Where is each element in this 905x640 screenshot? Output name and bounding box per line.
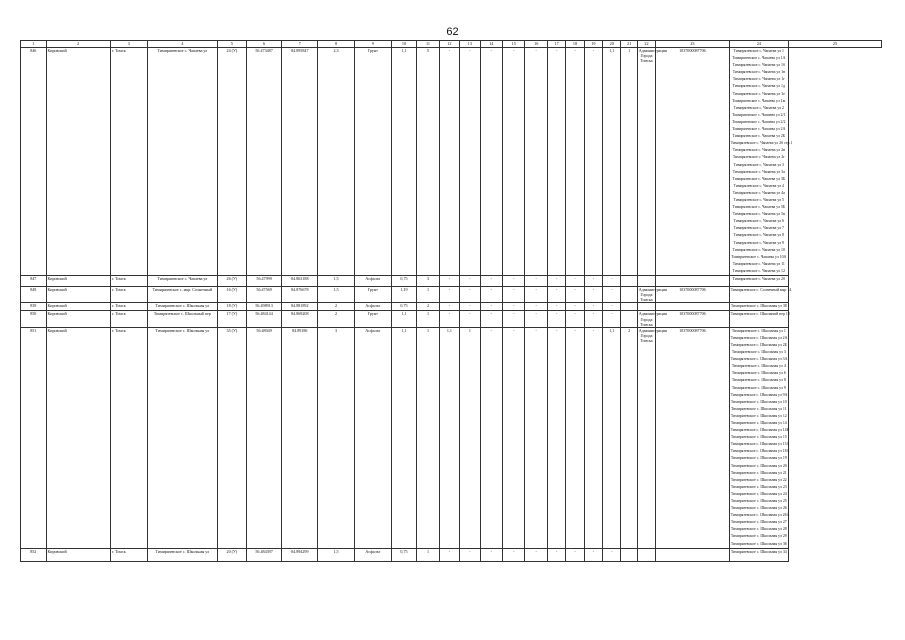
waste-source-item: Тимирязевское с. Чапаева ул 5 [733, 197, 784, 202]
value-cell: - [439, 548, 459, 561]
value-cell: - [480, 327, 502, 548]
waste-source-item: Тимирязевское с. Школьная ул 23 [730, 484, 787, 489]
waste-source-cell [729, 48, 793, 276]
column-header: 5 [218, 41, 247, 48]
value-cell: - [460, 311, 480, 327]
column-header: 21 [621, 41, 637, 48]
area-cell: 1,5 [318, 548, 355, 561]
waste-source-item: Тимирязевское с. Чапаева ул 1е [732, 91, 785, 96]
longitude-cell: 84.863188 [282, 276, 318, 287]
waste-source-item: Тимирязевское с. Школьная ул 10 [730, 399, 787, 404]
container-count-cell: 1 [417, 548, 439, 561]
container-volume-cell: 0,75 [391, 303, 417, 311]
value-cell [621, 548, 637, 561]
latitude-cell: 56.484397 [246, 548, 282, 561]
surface-cell: Грунт [354, 311, 391, 327]
waste-source-cell [729, 303, 788, 311]
waste-source-item: Тимирязевское с. Чапаева ул 3а [732, 169, 785, 174]
district-cell: Кировский [46, 48, 110, 276]
waste-source-item: Тимирязевское с. Чапаева ул 2г [732, 155, 785, 160]
city-cell: г. Томск [110, 303, 147, 311]
value-cell: - [503, 327, 525, 548]
waste-source-item: Тимирязевское с. Чапаева ул 7 [733, 226, 784, 231]
value-cell: - [603, 303, 621, 311]
row-id-cell: 847 [21, 276, 47, 287]
waste-source-item: Тимирязевское с. Школьная ул 34 [730, 549, 787, 554]
waste-source-item: Тимирязевское с. Школьная ул 1 [731, 328, 786, 333]
area-cell: 1,5 [318, 287, 355, 303]
column-header: 3 [110, 41, 147, 48]
site-code-cell: 17 (У) [218, 311, 247, 327]
waste-source-item: Тимирязевское с. Чапаева ул 12 [732, 268, 785, 273]
value-cell: - [480, 287, 502, 303]
value-cell: - [566, 303, 584, 311]
waste-source-item: Тимирязевское с. Чапаева ул 1А [732, 56, 786, 61]
column-header: 7 [282, 41, 318, 48]
waste-source-item: Тимирязевское с. Чапаева ул 2/2 [732, 119, 786, 124]
value-cell: - [480, 548, 502, 561]
value-cell: 1,1 [603, 48, 621, 276]
column-header: 22 [637, 41, 655, 48]
area-cell: 2,3 [318, 48, 355, 276]
value-cell: - [547, 303, 565, 311]
city-cell: г. Томск [110, 327, 147, 548]
column-header: 8 [318, 41, 355, 48]
value-cell: - [566, 548, 584, 561]
column-header: 15 [503, 41, 525, 48]
district-cell: Кировский [46, 311, 110, 327]
waste-source-item: Тимирязевское с. Школьная ул 15 [730, 435, 787, 440]
value-cell: - [460, 48, 480, 276]
value-cell: - [503, 303, 525, 311]
owner-cell [637, 276, 655, 287]
container-volume-cell: 1,19 [391, 287, 417, 303]
value-cell: - [480, 48, 502, 276]
value-cell: - [547, 311, 565, 327]
value-cell: - [525, 48, 547, 276]
waste-source-item: Тимирязевское с. Школьная ул 9А [730, 392, 788, 397]
container-count-cell: 1 [417, 311, 439, 327]
waste-source-item: Тимирязевское с. Школьный пер 10 [730, 312, 790, 317]
waste-source-item: Тимирязевское с. Чапаева ул 11 [732, 261, 785, 266]
value-cell [621, 276, 637, 287]
waste-source-item: Тимирязевское с. Чапаева ул 3 [733, 162, 784, 167]
waste-source-item: Тимирязевское с. Школьная ул 3А [730, 357, 788, 362]
area-cell: 3 [318, 327, 355, 548]
longitude-cell: 84.881892 [282, 303, 318, 311]
longitude-cell: 84.894299 [282, 548, 318, 561]
value-cell: 1,1 [603, 327, 621, 548]
longitude-cell: 84.89186 [282, 327, 318, 548]
waste-source-item: Тимирязевское с. Школьная ул 19 [730, 456, 787, 461]
waste-source-item: Тимирязевское с. Чапаева ул 9 [733, 240, 784, 245]
waste-source-item: Тимирязевское с. Чапаева ул 2А [732, 127, 786, 132]
value-cell: - [547, 276, 565, 287]
value-cell: - [460, 276, 480, 287]
site-code-cell: 20 (У) [218, 548, 247, 561]
value-cell: 2 [621, 327, 637, 548]
column-header: 24 [729, 41, 788, 48]
value-cell: - [547, 48, 565, 276]
waste-source-item: Тимирязевское с. Чапаева ул 5Б [732, 205, 786, 210]
value-cell: - [603, 287, 621, 303]
row-id-cell: 849 [21, 287, 47, 303]
value-cell [621, 287, 637, 303]
container-volume-cell: 1,1 [391, 311, 417, 327]
value-cell [621, 311, 637, 327]
value-cell: - [525, 548, 547, 561]
waste-source-item: Тимирязевское с. Школьная ул 8 [731, 378, 786, 383]
waste-source-item: Тимирязевское с. Школьная ул 38 [730, 304, 787, 309]
longitude-cell: 84.895847 [282, 48, 318, 276]
table-row [21, 276, 882, 287]
value-cell: - [547, 548, 565, 561]
waste-source-item: Тимирязевское с. Школьная ул 12 [730, 413, 787, 418]
value-cell: - [480, 276, 502, 287]
value-cell: - [603, 276, 621, 287]
waste-source-cell [729, 311, 788, 327]
waste-source-item: Тимирязевское с. Школьная ул 6 [731, 371, 786, 376]
value-cell: - [584, 327, 602, 548]
column-header: 23 [656, 41, 730, 48]
value-cell [621, 303, 637, 311]
district-cell: Кировский [46, 303, 110, 311]
waste-source-item: Тимирязевское с. Школьная ул 25 [730, 499, 787, 503]
container-volume-cell: 0,75 [391, 548, 417, 561]
area-cell: 2 [318, 303, 355, 311]
column-header: 20 [603, 41, 621, 48]
latitude-cell: 56.47999 [246, 276, 282, 287]
column-header: 16 [525, 41, 547, 48]
waste-source-item: Тимирязевское с. Школьная ул 15А [730, 442, 790, 447]
address-cell: Тимирязевское с. Школьная ул [147, 548, 217, 561]
ogrn-cell [656, 548, 730, 561]
waste-source-item: Тимирязевское с. Школьная ул 9 [731, 385, 786, 390]
city-cell: г. Томск [110, 548, 147, 561]
waste-source-cell [729, 548, 788, 561]
column-header: 2 [46, 41, 110, 48]
waste-source-item: Тимирязевское с. Школьная ул 2А [730, 335, 788, 340]
area-cell: 2 [318, 311, 355, 327]
value-cell: - [503, 48, 525, 276]
value-cell: - [439, 287, 459, 303]
value-cell: - [503, 311, 525, 327]
waste-source-item: Тимирязевское с. Солнечный мкр 14 [730, 288, 792, 292]
surface-cell: Грунт [354, 287, 391, 303]
column-number-row [21, 41, 882, 48]
address-cell: Тимирязевское с. Школьная ул [147, 303, 217, 311]
value-cell: - [566, 311, 584, 327]
registry-body [21, 48, 882, 562]
value-cell: - [584, 48, 602, 276]
waste-source-cell [729, 287, 792, 303]
area-cell: 1,5 [318, 276, 355, 287]
waste-source-item: Тимирязевское с. Чапаева ул 10 [732, 247, 785, 252]
site-code-cell: 35 (У) [218, 327, 247, 548]
column-header: 14 [480, 41, 502, 48]
owner-cell: Администрация Города Томска [637, 327, 655, 548]
container-volume-cell: 0,75 [391, 276, 417, 287]
site-code-cell: 16 (У) [218, 287, 247, 303]
latitude-cell: 56.473487 [246, 48, 282, 276]
column-header: 10 [391, 41, 417, 48]
waste-source-item: Тимирязевское с. Чапаева ул 2 [733, 105, 784, 110]
value-cell: - [566, 48, 584, 276]
district-cell: Кировский [46, 287, 110, 303]
waste-source-item: Тимирязевское с. Школьная ул 27 [730, 520, 787, 525]
value-cell: - [525, 303, 547, 311]
registry-table [20, 40, 882, 562]
value-cell: - [525, 311, 547, 327]
waste-source-item: Тимирязевское с. Чапаева ул 4 [733, 183, 784, 188]
waste-source-item: Тимирязевское с. Чапаева ул 2/1 [732, 112, 786, 117]
value-cell: - [525, 276, 547, 287]
value-cell: - [460, 548, 480, 561]
waste-source-item: Тимирязевское с. Чапаева ул 1д [732, 84, 785, 89]
surface-cell: Асфальт [354, 327, 391, 548]
longitude-cell: 84.876678 [282, 287, 318, 303]
waste-source-item: Тимирязевское с. Чапаева ул 1в [732, 70, 785, 75]
page-number: 62 [446, 26, 459, 38]
table-row [21, 303, 882, 311]
district-cell: Кировский [46, 548, 110, 561]
surface-cell: Асфальт [354, 303, 391, 311]
address-cell: Тимирязевское с. Чапаева ул [147, 276, 217, 287]
waste-source-item: Тимирязевское с. Школьная ул 14 [730, 420, 787, 425]
owner-cell: Администрация Города Томска [637, 48, 655, 276]
table-row [21, 48, 882, 276]
owner-cell [637, 303, 655, 311]
waste-source-item: Тимирязевское с. Школьная ул 4 [731, 364, 786, 369]
surface-cell: Асфальт [354, 276, 391, 287]
row-id-cell: 850 [21, 311, 47, 327]
row-id-cell: 846 [21, 48, 47, 276]
waste-source-item: Тимирязевское с. Чапаева ул 2Б [732, 134, 786, 139]
waste-source-cell [729, 327, 788, 548]
value-cell: - [547, 327, 565, 548]
table-row [21, 548, 882, 561]
waste-source-item: Тимирязевское с. Чапаева ул 1б [732, 63, 785, 68]
value-cell: - [547, 287, 565, 303]
owner-cell [637, 548, 655, 561]
address-cell: Тимирязевское с. Чапаева ул [147, 48, 217, 276]
waste-source-item: Тимирязевское с. Чапаева ул 1 [733, 49, 784, 53]
container-count-cell: 2 [417, 303, 439, 311]
column-header: 17 [547, 41, 565, 48]
column-header: 9 [354, 41, 391, 48]
table-row [21, 327, 882, 548]
waste-source-item: Тимирязевское с. Школьная ул 14Б [730, 428, 789, 433]
waste-source-item: Тимирязевское с. Чапаева ул 2в [732, 148, 785, 153]
column-header: 19 [584, 41, 602, 48]
value-cell: 1,1 [439, 327, 459, 548]
container-count-cell: 1 [417, 327, 439, 548]
column-header: 13 [460, 41, 480, 48]
value-cell: - [503, 287, 525, 303]
waste-source-item: Тимирязевское с. Школьная ул 36 [730, 541, 787, 546]
waste-source-item: Тимирязевское с. Чапаева ул 10А [731, 254, 787, 259]
value-cell: - [525, 327, 547, 548]
value-cell: - [603, 311, 621, 327]
waste-source-item: Тимирязевское с. Школьная ул 26 [730, 506, 787, 511]
waste-source-item: Тимирязевское с. Чапаева ул 8 [733, 233, 784, 238]
value-cell: 1 [460, 327, 480, 548]
waste-source-item: Тимирязевское с. Школьная ул 29 [730, 534, 787, 539]
owner-cell: Администрация Города Томска [638, 311, 667, 327]
ogrn-cell: 1037000087706 [656, 48, 730, 276]
value-cell: - [460, 303, 480, 311]
latitude-cell: 56.47569 [246, 287, 282, 303]
row-id-cell: 839 [21, 303, 47, 311]
value-cell: - [460, 287, 480, 303]
container-count-cell: 5 [417, 48, 439, 276]
waste-source-item: Тимирязевское с. Чапаева ул 5в [732, 212, 785, 217]
waste-source-item: Тимирязевское с. Школьная ул 22 [730, 477, 787, 482]
waste-source-item: Тимирязевское с. Чапаева ул 1ж [732, 98, 786, 103]
value-cell: - [584, 311, 602, 327]
waste-source-item: Тимирязевское с. Чапаева ул 2б [732, 277, 785, 281]
waste-source-item: Тимирязевское с. Школьная ул 26А [730, 513, 790, 518]
value-cell: - [480, 311, 502, 327]
waste-source-item: Тимирязевское с. Школьная ул 3 [731, 350, 786, 355]
ogrn-cell: 1037000087706 [656, 287, 730, 303]
value-cell: - [584, 303, 602, 311]
waste-source-item: Тимирязевское с. Школьная ул 2Б [730, 342, 787, 347]
waste-source-item: Тимирязевское с. Чапаева ул 1г [732, 77, 785, 82]
row-id-cell: 851 [21, 327, 47, 548]
table-row [21, 287, 882, 303]
value-cell: 1 [621, 48, 637, 276]
ogrn-cell: 1037000087706 [656, 311, 730, 327]
city-cell: г. Томск [110, 48, 147, 276]
value-cell: - [566, 287, 584, 303]
city-cell: г. Томск [110, 311, 147, 327]
value-cell: - [584, 276, 602, 287]
value-cell: - [603, 548, 621, 561]
site-code-cell: 24 (У) [218, 48, 247, 276]
value-cell: - [439, 48, 459, 276]
column-header: 1 [21, 41, 47, 48]
waste-source-item: Тимирязевское с. Чапаева ул 4а [732, 190, 785, 195]
container-volume-cell: 1,1 [391, 327, 417, 548]
site-code-cell: 26 (У) [218, 276, 247, 287]
city-cell: г. Томск [110, 276, 147, 287]
district-cell: Кировский [46, 327, 110, 548]
column-header: 25 [788, 41, 881, 48]
longitude-cell: 84.869208 [282, 311, 318, 327]
waste-source-item: Тимирязевское с. Школьная ул 21 [730, 470, 787, 475]
value-cell: - [566, 276, 584, 287]
value-cell: - [525, 287, 547, 303]
waste-source-item: Тимирязевское с. Чапаева ул 2б стр.1 [730, 141, 793, 146]
address-cell: Тимирязевское с. мкр. Солнечный [147, 287, 217, 303]
container-count-cell: 3 [417, 276, 439, 287]
column-header: 11 [417, 41, 439, 48]
waste-source-item: Тимирязевское с. Чапаева ул 3Б [732, 176, 786, 181]
value-cell: - [480, 303, 502, 311]
latitude-cell: 56.48049 [246, 327, 282, 548]
waste-source-item: Тимирязевское с. Школьная ул 28 [730, 527, 787, 532]
value-cell: - [503, 276, 525, 287]
value-cell: - [439, 311, 459, 327]
column-header: 4 [147, 41, 217, 48]
city-cell: г. Томск [110, 287, 147, 303]
container-count-cell: 1 [417, 287, 439, 303]
column-header: 6 [246, 41, 282, 48]
ogrn-cell: 1037000087706 [656, 327, 730, 548]
waste-source-item: Тимирязевское с. Школьная ул 24 [730, 491, 787, 496]
row-id-cell: 852 [21, 548, 47, 561]
waste-source-item: Тимирязевское с. Чапаева ул 6 [733, 219, 784, 224]
latitude-cell: 56.484144 [246, 311, 282, 327]
ogrn-cell [656, 276, 730, 287]
column-header: 18 [566, 41, 584, 48]
district-cell: Кировский [46, 276, 110, 287]
surface-cell: Асфальт [354, 548, 391, 561]
surface-cell: Грунт [354, 48, 391, 276]
latitude-cell: 56.498913 [246, 303, 282, 311]
container-volume-cell: 1,1 [391, 48, 417, 276]
waste-source-item: Тимирязевское с. Школьная ул 18А [730, 449, 790, 454]
value-cell: - [584, 287, 602, 303]
value-cell: - [566, 327, 584, 548]
waste-source-cell [729, 276, 788, 287]
value-cell: - [439, 303, 459, 311]
value-cell: - [584, 548, 602, 561]
owner-cell: Администрация Города Томска [638, 287, 667, 303]
address-cell: Тимирязевское с. Школьная ул [147, 327, 217, 548]
table-row [21, 311, 882, 327]
value-cell: - [439, 276, 459, 287]
address-cell: Тимирязевское с. Школьный пер [147, 311, 217, 327]
value-cell: - [503, 548, 525, 561]
waste-source-item: Тимирязевское с. Школьная ул 11 [730, 406, 787, 411]
waste-source-item: Тимирязевское с. Школьная ул 20 [730, 463, 787, 468]
ogrn-cell [656, 303, 730, 311]
column-header: 12 [439, 41, 459, 48]
site-code-cell: 18 (У) [218, 303, 247, 311]
